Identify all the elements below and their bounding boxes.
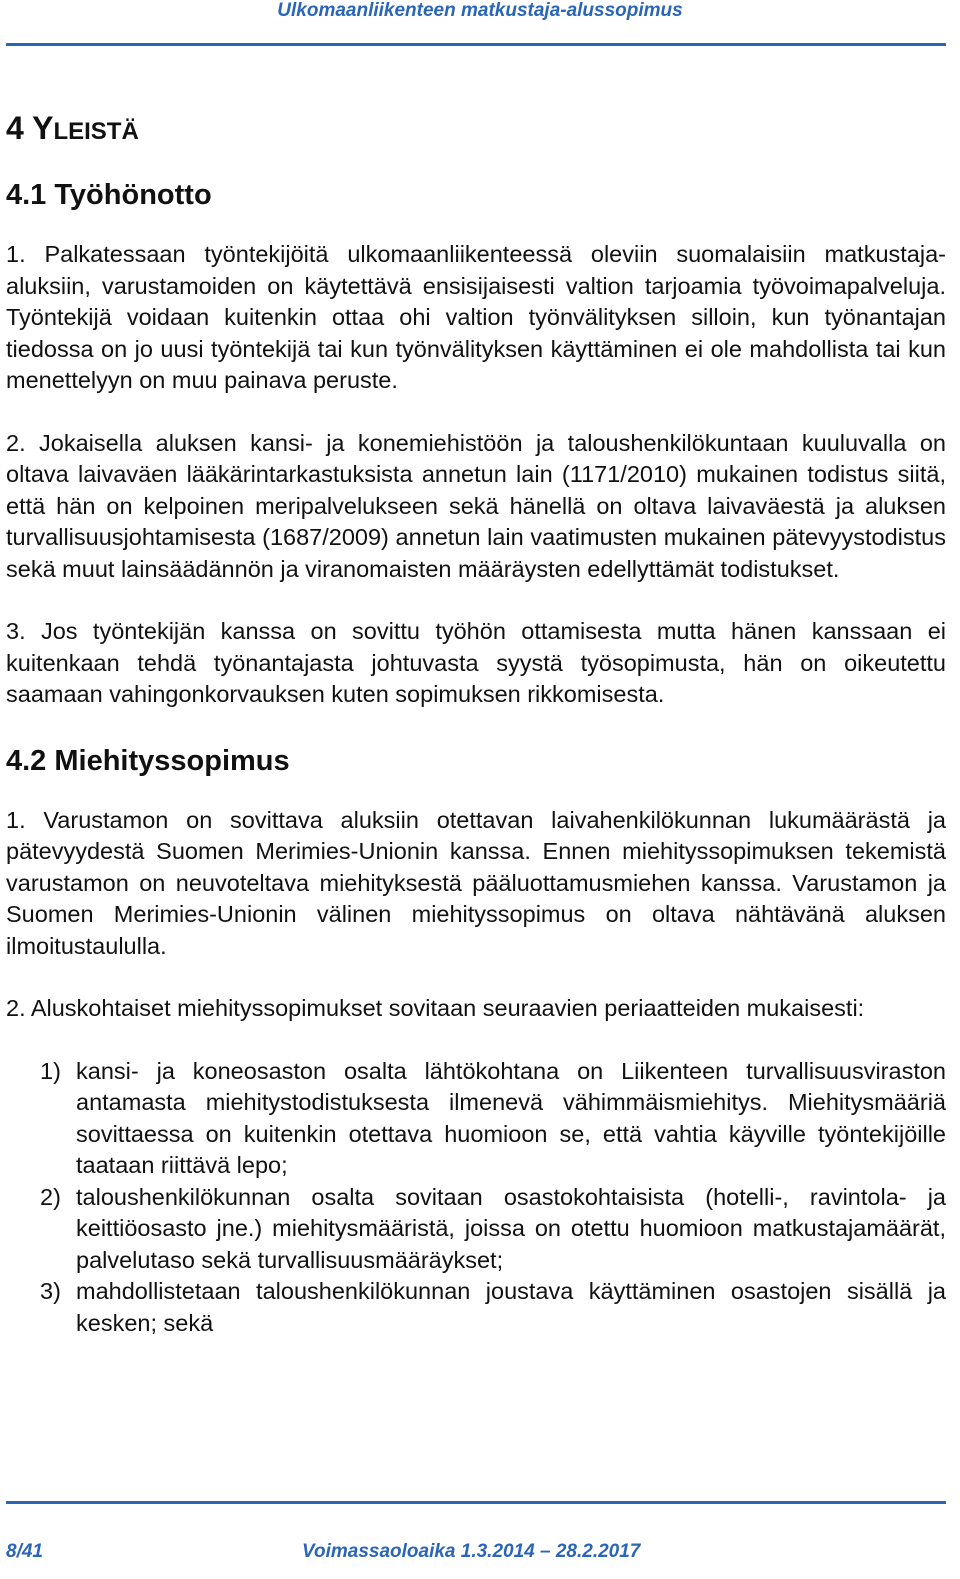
subsection-heading-2: 4.2 Miehityssopimus: [6, 744, 290, 777]
list-item-number: 1): [40, 1057, 61, 1084]
list-item-number: 2): [40, 1183, 61, 1210]
section-heading: [6, 108, 946, 152]
subsection-heading-1: 4.1 Työhönotto: [6, 179, 212, 211]
list-item: [6, 1182, 946, 1277]
list-item-number: 3): [40, 1278, 61, 1304]
paragraph: 3. Jos työntekijän kanssa on sovittu työhön ottamisesta mutta hänen kanssaan ei kuitenkaan tehdä työnantajasta johtuvasta syystä työsopimusta, hän on oikeutettu saamaan vahingonkorvauksen kuten sopimuksen rikkomisesta.: [6, 618, 946, 707]
document-header-title: Ulkomaanliikenteen matkustaja-alussopimus: [277, 0, 683, 21]
paragraph: 2. Jokaisella aluksen kansi- ja konemiehistöön ja taloushenkilökuntaan kuuluvalla on oltava laivaväen lääkärintarkastuksista annetun lain (1171/2010) mukainen todistus siitä, että hän on kelpoinen meripalvelukseen sekä hänellä on oltava laivaväestä ja aluksen turvallisuusjohtamisesta (1687/2009) annetun lain vaatimusten mukainen pätevyystodistus sekä muut lainsäädännön ja viranomaisten määräysten edellyttämät todistukset.: [6, 429, 946, 582]
paragraph: 1. Varustamon on sovittava aluksiin otettavan laivahenkilökunnan lukumäärästä ja pätevyydestä Suomen Merimies-Unionin kanssa. Ennen miehityssopimuksen tekemistä varustamon on neuvoteltava miehityksestä pääluottamusmiehen kanssa. Varustamon ja Suomen Merimies-Unionin välinen miehityssopimus on oltava nähtävänä aluksen ilmoitustaululla.: [6, 806, 946, 959]
list-item: [6, 1056, 946, 1182]
header-divider: [6, 43, 946, 46]
list-item: [6, 1276, 946, 1339]
section-title-rest: LEISTÄ: [53, 118, 139, 145]
document-body: [6, 108, 946, 1339]
page-number: 8/41: [6, 1541, 43, 1562]
footer-divider: [6, 1501, 946, 1504]
list-item-text: kansi- ja koneosaston osalta lähtökohtana on Liikenteen turvallisuusviraston antamasta miehitystodistuksesta ilmenevä vähimmäismiehitys. Miehitysmääriä sovittaessa on kuitenkin otettava huomioon se, että vahtia käyville työntekijöille taataan riittävä lepo;: [76, 1057, 946, 1178]
list-item-text: mahdollistetaan taloushenkilökunnan joustava käyttäminen osastojen sisällä ja kesken; sekä: [76, 1278, 946, 1336]
principles-list: [6, 1056, 946, 1340]
list-item-text: taloushenkilökunnan osalta sovitaan osastokohtaisista (hotelli-, ravintola- ja keittiöosasto jne.) miehitysmääristä, joissa on otettu huomioon matkustajamäärät, palvelutaso sekä turvallisuusmääräykset;: [76, 1183, 946, 1273]
paragraph: 2. Aluskohtaiset miehityssopimukset sovitaan seuraavien periaatteiden mukaisesti:: [6, 995, 865, 1021]
validity-period: Voimassaoloaika 1.3.2014 – 28.2.2017: [302, 1541, 641, 1562]
section-title-initial: Y: [32, 110, 54, 146]
section-number: 4: [6, 110, 33, 146]
paragraph: 1. Palkatessaan työntekijöitä ulkomaanliikenteessä oleviin suomalaisiin matkustaja-aluksiin, varustamoiden on käytettävä ensisijaisesti valtion tarjoamia työvoimapalveluja. Työntekijä voidaan kuitenkin ottaa ohi valtion työnvälityksen silloin, kun työnantajan tiedossa on jo uusi työntekijä tai kun työnvälityksen käyttäminen ei ole mahdollista tai kun menettelyyn on muu painava peruste.: [6, 241, 946, 393]
